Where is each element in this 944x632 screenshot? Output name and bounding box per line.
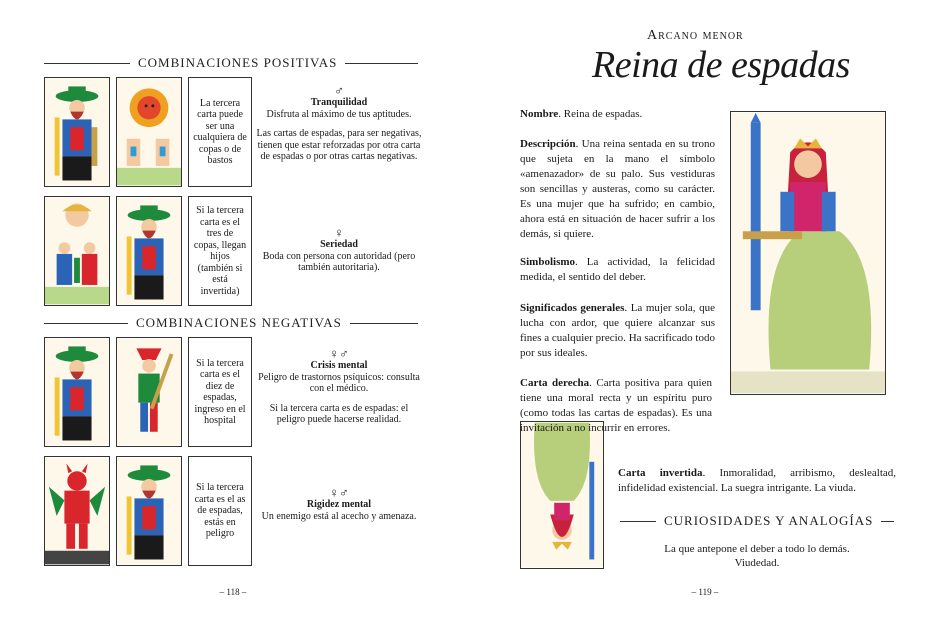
curiosidad-line-2: Viudedad. (734, 557, 780, 569)
row-1-note: La tercera carta puede ser una cualquiera de copas o de bastos (188, 77, 252, 187)
row-4-note: Si la tercera carta es el as de espadas, estás en peligro (188, 456, 252, 566)
nombre-paragraph: Nombre. Reina de espadas. (520, 108, 643, 120)
kicker: Arcano menor (647, 28, 744, 43)
positive-combinations-heading: COMBINACIONES POSITIVAS (44, 55, 418, 71)
row-2-title: Seriedad (320, 239, 358, 250)
page-number-left: – 118 – (219, 587, 247, 597)
negative-combinations-heading: COMBINACIONES NEGATIVAS (44, 315, 418, 331)
female-male-icon: ♀♂ (329, 485, 349, 500)
king-card (116, 196, 182, 306)
female-male-icon: ♀♂ (329, 346, 349, 361)
curiosidad-line-1: La que antepone el deber a todo lo demás. (664, 543, 850, 555)
knave-card (116, 337, 182, 447)
row-2-note: Si la tercera carta es el tres de copas, llegan hijos (también si está invertida) (188, 196, 252, 306)
right-page (472, 0, 944, 632)
row-1-text-2: Las cartas de espadas, para ser negativas, tienen que estar reforzadas por otra carta de espadas o por otras cartas negativas. (256, 128, 422, 162)
curiosidades-text (622, 542, 892, 570)
king-card (44, 77, 110, 187)
queen-inverted-card (520, 421, 604, 569)
row-4-text-1: Un enemigo está al acecho y amenaza. (261, 510, 417, 522)
simbolismo-paragraph: Simbolismo. La actividad, la felicidad medida, el sentido del deber. (520, 256, 715, 283)
lovers-card (44, 196, 110, 306)
invertida-paragraph: Carta invertida. Inmoralidad, arribismo, deslealtad, infidelidad existencial. La suegra intrigante. La viuda. (618, 467, 897, 494)
curiosidades-heading: CURIOSIDADES Y ANALOGÍAS (620, 513, 894, 529)
queen-of-swords-card (730, 111, 886, 395)
row-3-description (256, 347, 422, 434)
row-1-title: Tranquilidad (310, 97, 368, 108)
king-card (116, 456, 182, 566)
significados-paragraph: Significados generales. La mujer sola, que lucha con ardor, que quiere alcanzar sus fines a cualquier precio. Ha sacrificado todo por sus ideales. (520, 302, 715, 359)
sun-card (116, 77, 182, 187)
descripcion-paragraph: Descripción. Una reina sentada en su trono que sujeta en la mano el símbolo «amenazador» de su palo. Sus vestiduras son sencillas y austeras, como su carácter. Es una mujer que ha sufrido; en cambio, ahora está en situación de hacer sufrir a los demás, si quiere. (520, 138, 715, 240)
page-title: Reina de espadas (592, 44, 850, 86)
row-2-description (256, 226, 422, 282)
row-3-note: Si la tercera carta es el diez de espadas, ingreso en el hospital (188, 337, 252, 447)
row-3-text-2: Si la tercera carta es de espadas: el peligro puede hacerse realidad. (269, 402, 409, 425)
row-4-description (256, 486, 422, 530)
row-3-title: Crisis mental (310, 360, 368, 371)
king-card (44, 337, 110, 447)
row-3-text-1: Peligro de trastornos psíquicos: consulta con el médico. (258, 371, 420, 394)
row-4-title: Rigidez mental (306, 499, 372, 510)
male-icon: ♂ (334, 83, 344, 98)
page-number-right: – 119 – (691, 587, 719, 597)
derecha-paragraph-start: Carta derecha. Carta positiva para quien tiene una moral recta y un espíritu puro (como todas las cartas de espadas). Es una invitación a no incurrir en errores. (520, 377, 712, 434)
row-2-text-1: Boda con persona con autoridad (pero también autoritaria). (262, 250, 416, 273)
female-icon: ♀ (334, 225, 344, 240)
devil-card (44, 456, 110, 566)
row-1-text-1: Disfruta al máximo de tus aptitudes. (266, 108, 412, 120)
row-1-description (256, 84, 422, 171)
